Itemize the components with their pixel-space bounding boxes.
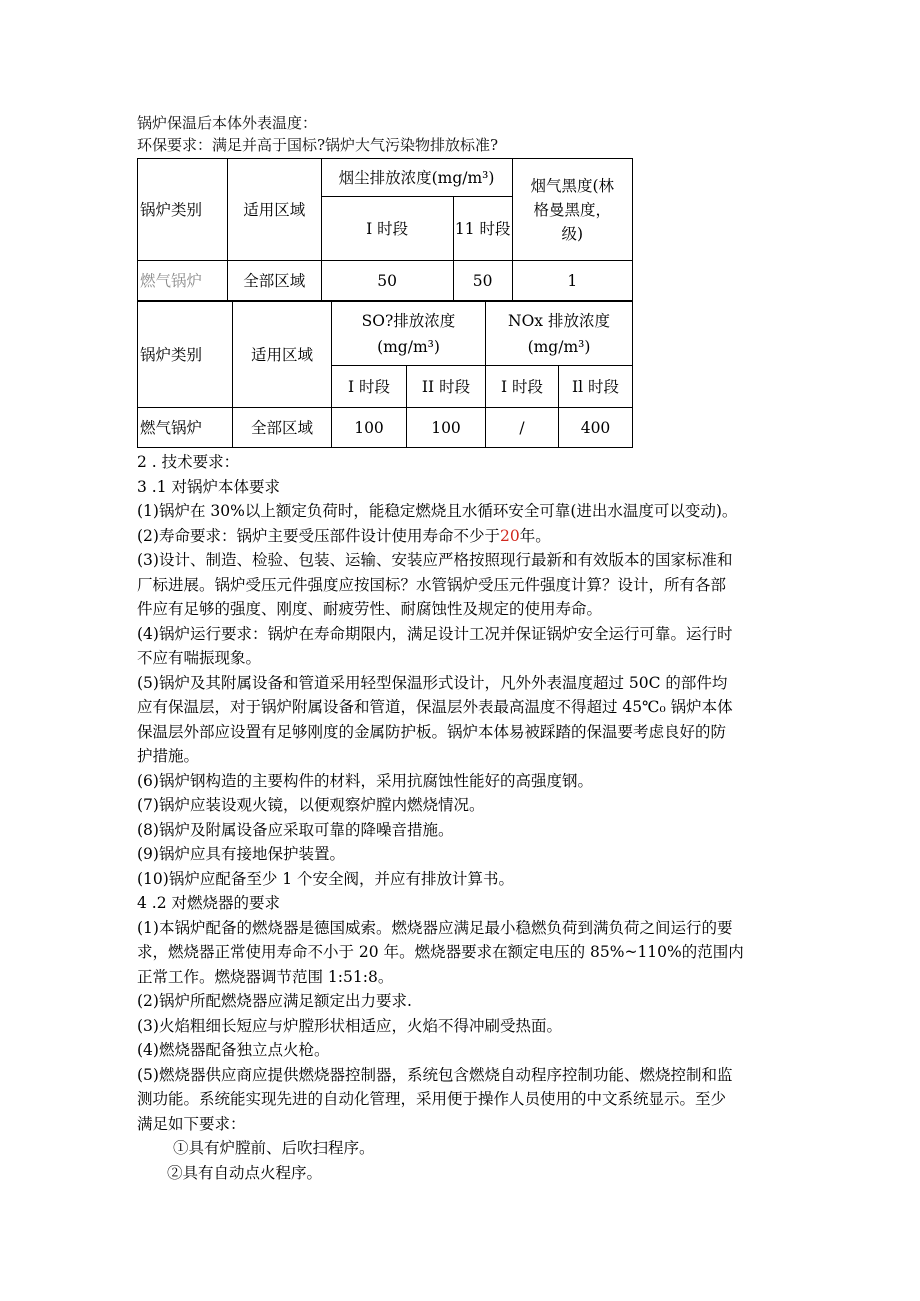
burner-5-sub-2: ②具有自动点火程序。 <box>167 1163 323 1182</box>
burner-1-l1: (1)本锅炉配备的燃烧器是德国威索。燃烧器应满足最小稳燃负荷到满负荷之间运行的要 <box>137 918 733 937</box>
cell-dust-p1: 50 <box>321 261 453 301</box>
header-so2-p1: I 时段 <box>332 366 407 408</box>
header-applicable-area-2: 适用区域 <box>233 302 332 408</box>
req-3-l3: 件应有足够的强度、刚度、耐疲劳性、耐腐蚀性及规定的使用寿命。 <box>137 600 603 618</box>
req-5-l1: (5)锅炉及其附属设备和管道采用轻型保温形式设计，凡外外表温度超过 50C 的部件均 <box>137 673 728 692</box>
cell-dust-p2: 50 <box>453 261 512 301</box>
burner-1-l3: 正常工作。燃烧器调节范围 1:51:8。 <box>137 967 394 986</box>
header-applicable-area: 适用区域 <box>227 159 321 261</box>
cell-nox-p2: 400 <box>559 408 633 448</box>
header-boiler-type-2: 锅炉类别 <box>138 302 233 408</box>
burner-1-l2: 求，燃烧器正常使用寿命不小于 20 年。燃烧器要求在额定电压的 85%~110%的范围内 <box>137 943 744 961</box>
so2-nox-emission-table <box>137 301 633 448</box>
burner-3: (3)火焰粗细长短应与炉膛形状相适应，火焰不得冲刷受热面。 <box>137 1016 562 1035</box>
cell-boiler-type-2: 燃气锅炉 <box>138 408 233 448</box>
section-heading-4-2: 4 .2 对燃烧器的要求 <box>137 894 281 912</box>
header-boiler-type: 锅炉类别 <box>138 159 228 261</box>
header-period-1: I 时段 <box>321 197 453 261</box>
req-8: (8)锅炉及附属设备应采取可靠的降噪音措施。 <box>137 820 454 839</box>
intro-line-2: 环保要求：满足并高于国标?锅炉大气污染物排放标准? <box>137 136 499 154</box>
req-4-l1: (4)锅炉运行要求：锅炉在寿命期限内，满足设计工况并保证锅炉安全运行可靠。运行时 <box>137 624 733 643</box>
req-7: (7)锅炉应装设观火镜，以便观察炉膛内燃烧情况。 <box>137 796 485 814</box>
header-nox-p2: Il 时段 <box>559 366 633 408</box>
section-heading-2: 2 . 技术要求： <box>137 453 240 471</box>
cell-boiler-type: 燃气锅炉 <box>138 261 228 301</box>
header-nox: NOx 排放浓度(mg/m³) <box>486 302 633 366</box>
section-heading-3-1: 3 .1 对锅炉本体要求 <box>137 477 281 496</box>
intro-line-1: 锅炉保温后本体外表温度： <box>137 114 318 132</box>
req-2-years: 20 <box>499 526 520 545</box>
burner-4: (4)燃烧器配备独立点火枪。 <box>137 1041 330 1059</box>
cell-so2-p1: 100 <box>332 408 407 448</box>
req-4-l2: 不应有喘振现象。 <box>137 649 262 667</box>
req-1: (1)锅炉在 30%以上额定负荷时，能稳定燃烧且水循环安全可靠(进出水温度可以变动)。 <box>137 502 738 520</box>
header-nox-p1: I 时段 <box>486 366 559 408</box>
req-2-suffix: 年。 <box>519 526 551 545</box>
document-page <box>137 112 797 1185</box>
req-2 <box>137 524 797 549</box>
header-so2-p2: II 时段 <box>407 366 486 408</box>
burner-5-l2: 测功能。系统能实现先进的自动化管理，采用便于操作人员使用的中文系统显示。至少 <box>137 1090 727 1108</box>
req-3-l2: 厂标进展。锅炉受压元件强度应按国标？水管锅炉受压元件强度计算？设计，所有各部 <box>137 575 727 594</box>
header-so2: SO?排放浓度(mg/m³) <box>332 302 486 366</box>
req-9: (9)锅炉应具有接地保护装置。 <box>137 845 345 863</box>
req-5-l3: 保温层外部应设置有足够刚度的金属防护板。锅炉本体易被踩踏的保温要考虑良好的防 <box>137 722 727 741</box>
cell-so2-p2: 100 <box>407 408 486 448</box>
header-dust-concentration: 烟尘排放浓度(mg/m³) <box>321 159 512 197</box>
req-5-l4: 护措施。 <box>137 747 200 765</box>
cell-nox-p1: / <box>486 408 559 448</box>
req-10: (10)锅炉应配备至少 1 个安全阀，并应有排放计算书。 <box>137 869 515 888</box>
header-smoke-blackness: 烟气黑度(林格曼黑度，级) <box>512 159 632 261</box>
burner-2: (2)锅炉所配燃烧器应满足额定出力要求. <box>137 992 412 1010</box>
burner-5-l3: 满足如下要求： <box>137 1114 246 1133</box>
header-period-2: 11 时段 <box>453 197 512 261</box>
req-2-text: (2)寿命要求：锅炉主要受压部件设计使用寿命不少于 <box>137 526 500 545</box>
req-3-l1: (3)设计、制造、检验、包装、运输、安装应严格按照现行最新和有效版本的国家标准和 <box>137 551 733 569</box>
cell-blackness: 1 <box>512 261 632 301</box>
dust-emission-table <box>137 158 633 301</box>
burner-5-l1: (5)燃烧器供应商应提供燃烧器控制器，系统包含燃烧自动程序控制功能、燃烧控制和监 <box>137 1065 733 1084</box>
req-6: (6)锅炉钢构造的主要构件的材料，采用抗腐蚀性能好的高强度钢。 <box>137 771 593 790</box>
burner-5-sub-1: ①具有炉膛前、后吹扫程序。 <box>173 1139 375 1157</box>
req-5-l2: 应有保温层，对于锅炉附属设备和管道，保温层外表最高温度不得超过 45℃₀ 锅炉本体 <box>137 698 733 716</box>
cell-area-2: 全部区域 <box>233 408 332 448</box>
cell-area: 全部区域 <box>227 261 321 301</box>
